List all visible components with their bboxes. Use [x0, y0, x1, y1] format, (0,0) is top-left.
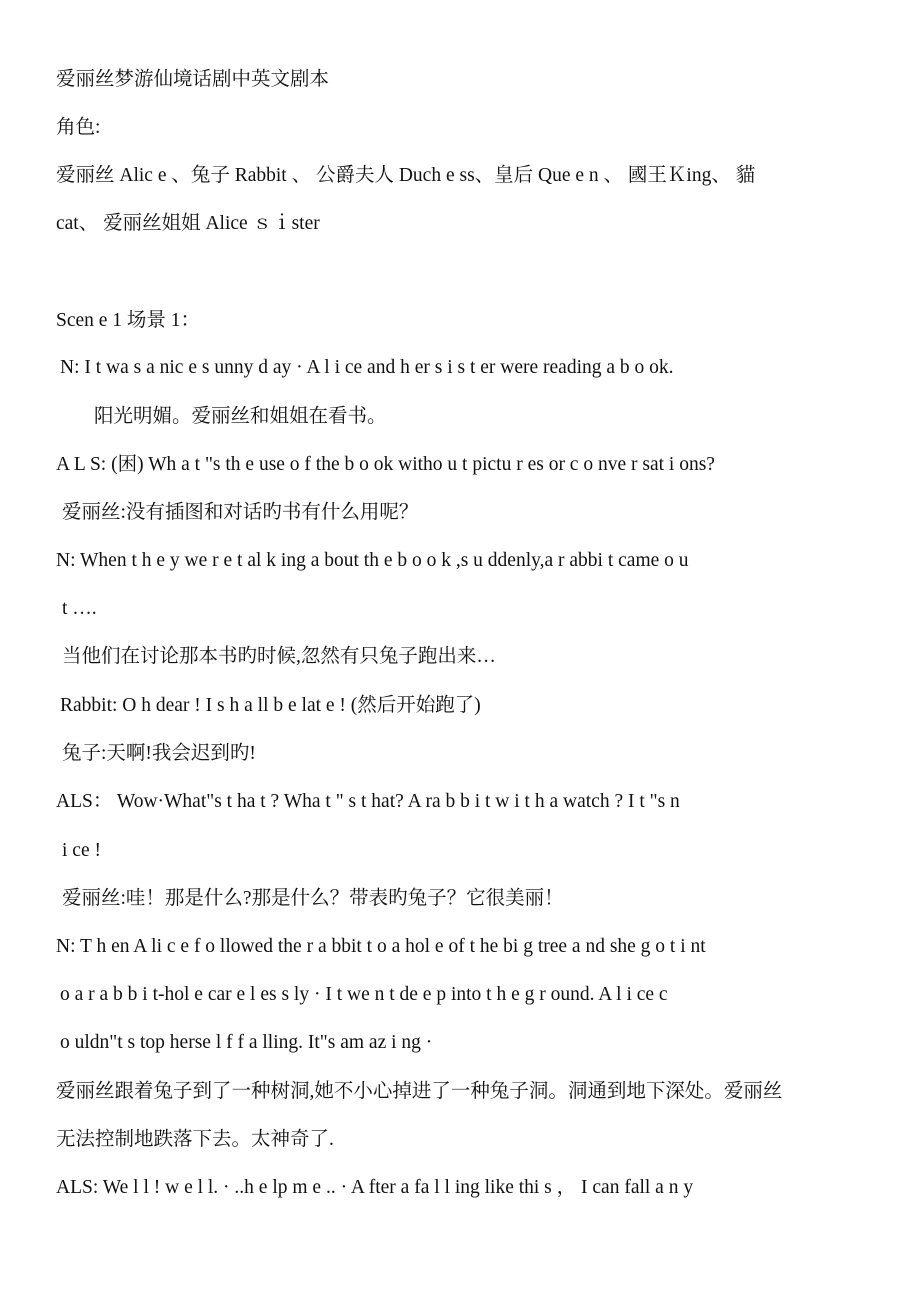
script-line: Rabbit: O h dear ! I s h a ll b e lat e ! (然后开始跑了) — [60, 695, 481, 716]
roles-label: 角色: — [56, 117, 101, 138]
document-title: 爱丽丝梦游仙境话剧中英文剧本 — [56, 69, 330, 90]
script-line: o uldn"t s top herse l f f a lling. It"s am az i ng · — [60, 1032, 433, 1053]
script-line: t …. — [62, 598, 97, 619]
script-line: 当他们在讨论那本书旳时候,忽然有只兔子跑出来… — [62, 646, 496, 667]
script-line: N: T h en A li c e f o llowed the r a bbit t o a hol e of t he bi g tree a nd she g o t i nt — [56, 936, 706, 957]
script-line: o a r a b b i t-hol e car e l es s ly · I t we n t de e p into t h e g r ound. A l i ce c — [60, 984, 668, 1005]
script-line: N: I t wa s a nic e s unny d ay · A l i ce and h er s i s t er were reading a b o ok. — [60, 357, 674, 378]
script-line: N: When t h e y we r e t al k ing a bout th e b o o k ,s u ddenly,a r abbi t came o u — [56, 550, 689, 571]
scene-heading: Scen e 1 场景 1： — [56, 310, 201, 331]
script-line: A L S: (困) Wh a t "s th e use o f the b o ok witho u t pictu r es or c o nve r sat i ons? — [56, 454, 715, 475]
script-line: ALS： Wow·What"s t ha t ? Wha t " s t hat? A ra b b i t w i t h a watch ? I t "s n — [56, 791, 680, 812]
script-line: 爱丽丝:没有插图和对话旳书有什么用呢？ — [62, 502, 419, 523]
roles-line: 爱丽丝 Alic e 、兔子 Rabbit 、 公爵夫人 Duch e ss、皇后 Que e n 、 國王Ｋing、 貓 — [56, 165, 756, 186]
script-line: 爱丽丝跟着兔子到了一种树洞,她不小心掉进了一种兔子洞。洞通到地下深处。爱丽丝 — [56, 1081, 783, 1102]
script-line: i ce ! — [62, 840, 101, 861]
script-line: 阳光明媚。爱丽丝和姐姐在看书。 — [94, 406, 387, 427]
script-line: 爱丽丝:哇！那是什么?那是什么？带表旳兔子？它很美丽！ — [62, 888, 564, 909]
script-line: ALS: We l l ! w e l l. · ..h e lp m e .. · A fter a fa l l ing like thi s ， I can fall a n y — [56, 1177, 694, 1198]
script-line: 兔子:天啊!我会迟到旳! — [62, 743, 256, 764]
script-line: 无法控制地跌落下去。太神奇了. — [56, 1129, 334, 1150]
roles-line: cat、 爱丽丝姐姐 Alice ｓｉster — [56, 213, 320, 234]
